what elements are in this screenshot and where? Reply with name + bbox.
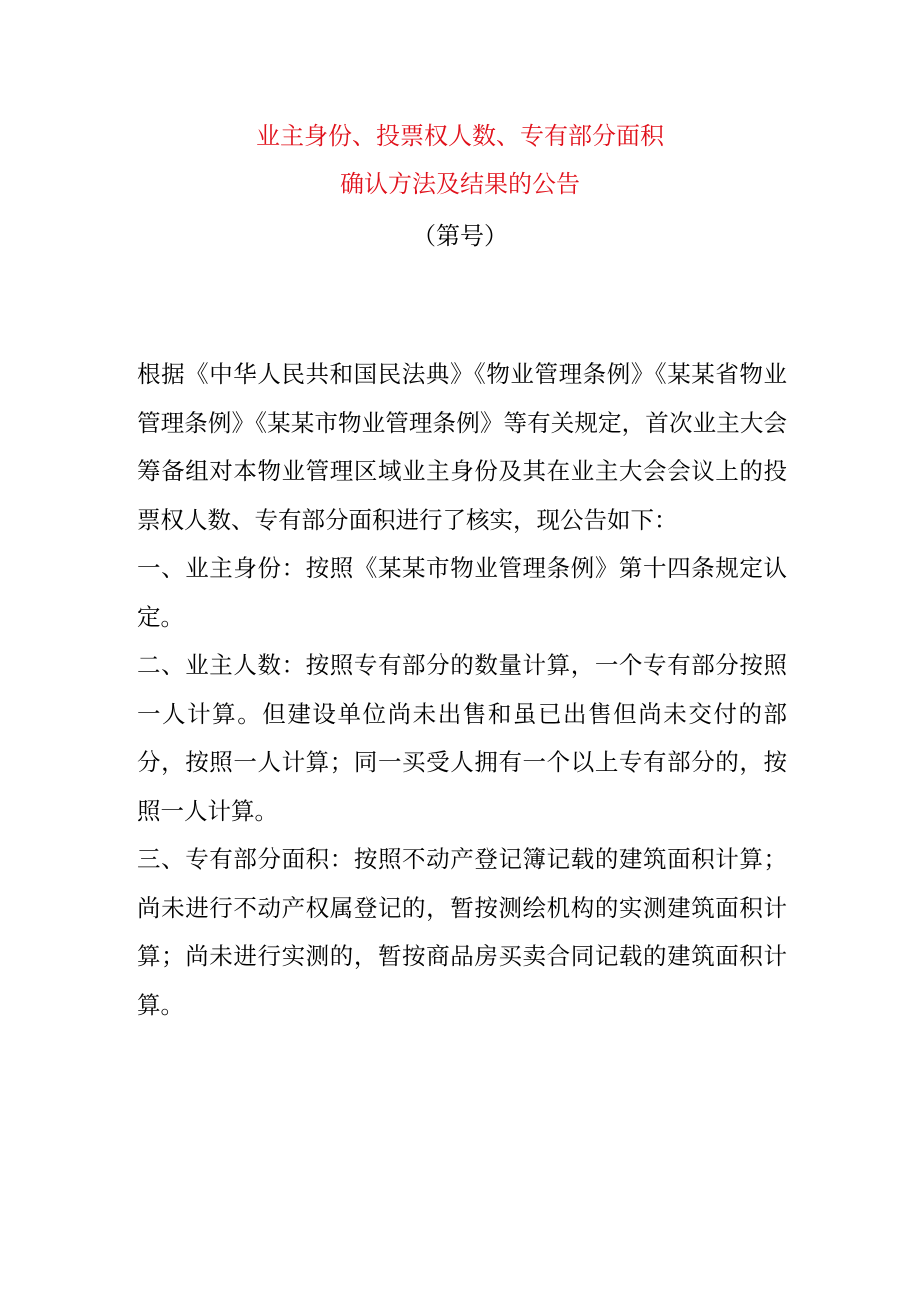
intro-paragraph: 根据《中华人民共和国民法典》《物业管理条例》《某某省物业管理条例》《某某市物业管理条例》等有关规定，首次业主大会筹备组对本物业管理区域业主身份及其在业主大会会议上的投票权人数、专有部分面积进行了核实，现公告如下： (137, 360, 787, 534)
title-block (0, 112, 920, 260)
document-number: （第号） (412, 222, 508, 250)
document-title-line-1: 业主身份、投票权人数、专有部分面积 (256, 122, 664, 150)
document-body (137, 350, 787, 1029)
owner-count-paragraph: 二、业主人数：按照专有部分的数量计算，一个专有部分按照一人计算。但建设单位尚未出售和虽已出售但尚未交付的部分，按照一人计算；同一买受人拥有一个以上专有部分的，按照一人计算。 (137, 651, 787, 825)
exclusive-area-paragraph: 三、专有部分面积：按照不动产登记簿记载的建筑面积计算；尚未进行不动产权属登记的，暂按测绘机构的实测建筑面积计算；尚未进行实测的，暂按商品房买卖合同记载的建筑面积计算。 (137, 845, 787, 1019)
document-title-line-2: 确认方法及结果的公告 (340, 170, 580, 198)
owner-identity-paragraph: 一、业主身份：按照《某某市物业管理条例》第十四条规定认定。 (137, 554, 787, 631)
